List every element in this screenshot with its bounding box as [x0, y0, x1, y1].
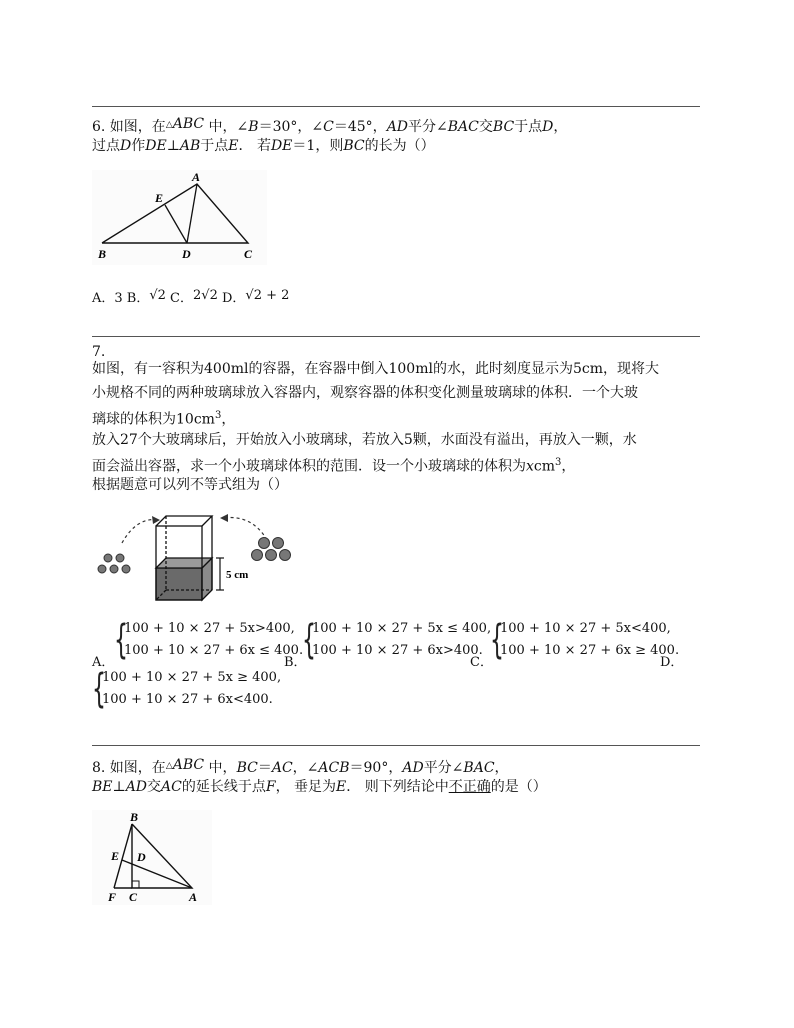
q7-option-a-system: { 100 + 10 × 27 + 5x>400, 100 + 10 × 27 + 6x ≤ 400. — [114, 617, 304, 663]
q7-number: 7. — [92, 344, 106, 360]
q7-container — [156, 516, 212, 600]
q6-label-E: E — [155, 191, 164, 205]
divider-q6 — [92, 106, 700, 107]
q6-option-c-value: 2√2 — [193, 288, 218, 303]
q7-option-d-label[interactable]: D． — [660, 655, 684, 670]
q7-option-d-system: { 100 + 10 × 27 + 5x ≥ 400, 100 + 10 × 27 + 6x<400. — [92, 666, 282, 712]
q8-stem-line1: 8. 如图，在△ABC 中，BC＝AC，∠ACB＝90°，AD平分∠BAC， — [92, 757, 509, 776]
q8-stem-line2: BE⊥AD交AC的延长线于点F， 垂足为E． 则下列结论中不正确的是（） — [92, 779, 547, 795]
divider-q7 — [92, 336, 700, 337]
q8-label-C: C — [129, 890, 138, 904]
q8-label-B: B — [130, 810, 139, 824]
q8-label-E: E — [111, 849, 120, 863]
q6-option-b-value: √2 — [149, 288, 166, 303]
q7-stem-line6: 根据题意可以列不等式组为（） — [92, 477, 288, 493]
q6-label-D: D — [182, 247, 191, 261]
q7-option-b-system: { 100 + 10 × 27 + 5x ≤ 400, 100 + 10 × 27 + 6x>400. — [302, 617, 492, 663]
q6-triangle-figure — [92, 170, 267, 265]
divider-q8 — [92, 745, 700, 746]
q8-triangle-figure — [92, 810, 212, 905]
q7-option-a-label[interactable]: A． — [92, 655, 115, 670]
q7-container-figure — [92, 508, 302, 603]
q6-label-B: B — [98, 247, 107, 261]
q7-option-c-system: { 100 + 10 × 27 + 5x<400, 100 + 10 × 27 + 6x ≥ 400. — [490, 617, 680, 663]
q6-stem-line1: 6. 如图，在△ABC 中，∠B＝30°，∠C＝45°，AD平分∠BAC交BC于点D， — [92, 116, 568, 135]
q7-large-balls — [252, 538, 291, 561]
q7-stem-line4: 放入27个大玻璃球后，开始放入小玻璃球，若放入5颗，水面没有溢出，再放入一颗，水 — [92, 432, 637, 448]
q7-option-c-label[interactable]: C． — [470, 655, 493, 670]
q7-measure-label: 5 cm — [226, 569, 249, 581]
q7-arrow-right — [222, 517, 267, 540]
q8-label-A: A — [189, 890, 198, 904]
q8-label-D: D — [137, 850, 146, 864]
q6-options[interactable]: A．3 B．√2 C．2√2 D．√2 + 2 — [92, 288, 290, 306]
q6-stem-line2: 过点D作DE⊥AB于点E． 若DE＝1，则BC的长为（） — [92, 138, 435, 154]
q6-option-d-value: √2 + 2 — [245, 288, 290, 303]
q6-label-A: A — [192, 170, 201, 184]
q7-stem-line5: 面会溢出容器，求一个小玻璃球体积的范围．设一个小玻璃球的体积为xcm$^3$， — [92, 457, 576, 475]
q6-label-C: C — [244, 247, 253, 261]
q7-stem-line2: 小规格不同的两种玻璃球放入容器内，观察容器的体积变化测量玻璃球的体积．一个大玻 — [92, 385, 638, 401]
q7-option-b-label[interactable]: B． — [284, 655, 307, 670]
q7-stem-line1: 如图，有一容积为400ml的容器，在容器中倒入100ml的水，此时刻度显示为5cm，现将大 — [92, 361, 659, 377]
q7-small-balls — [98, 554, 130, 573]
q8-label-F: F — [108, 890, 117, 904]
q7-stem-line3: 璃球的体积为$10cm^3$， — [92, 410, 236, 428]
